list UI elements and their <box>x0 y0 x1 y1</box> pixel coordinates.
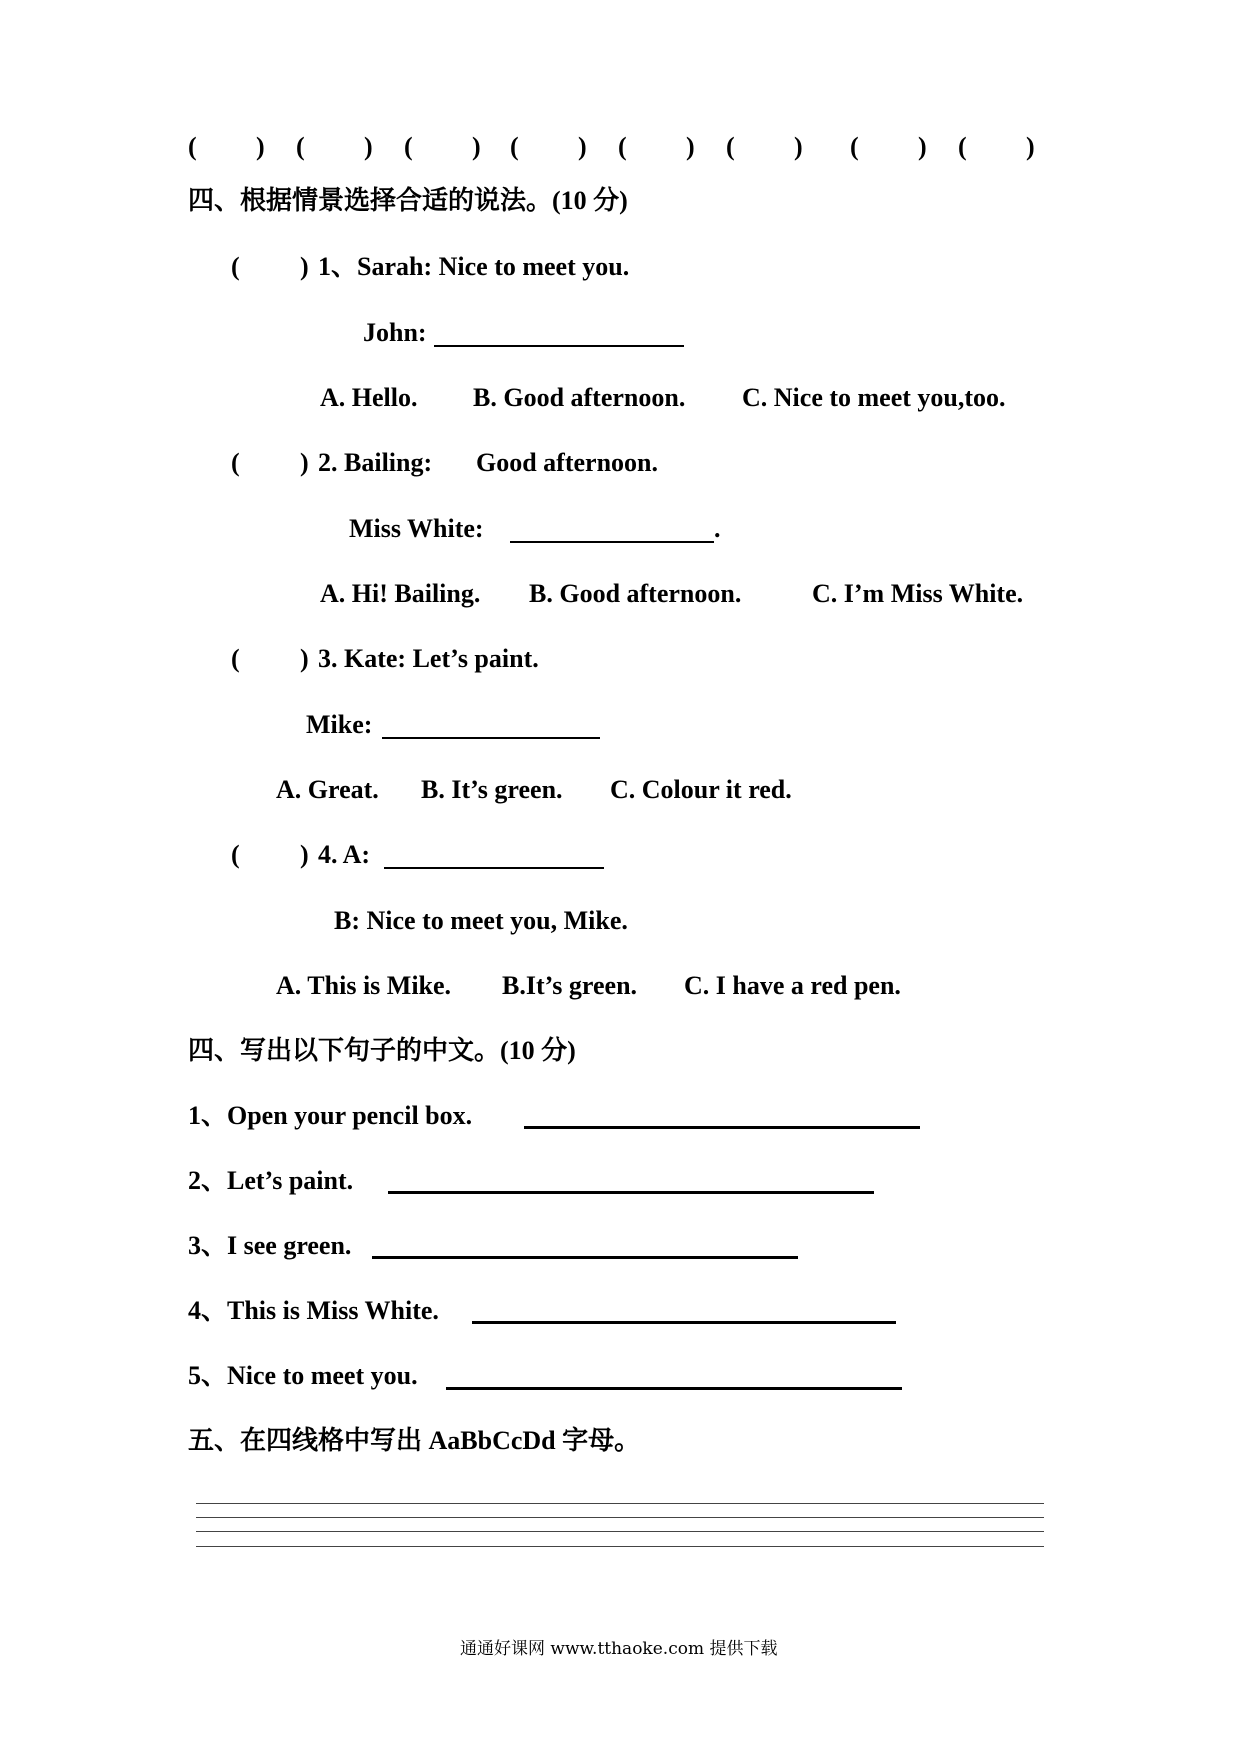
answer-bracket-open: ( <box>231 448 240 477</box>
option-b: B. Good afternoon. <box>529 579 742 608</box>
sentence-text: 5、Nice to meet you. <box>188 1361 418 1390</box>
bracket-open: ( <box>188 132 197 161</box>
bracket-open: ( <box>296 132 305 161</box>
section-title-situational: 四、根据情景选择合适的说法。(10 分) <box>188 186 628 215</box>
sentence-text: 1、Open your pencil box. <box>188 1101 473 1130</box>
answer-blank-line[interactable] <box>472 1321 896 1324</box>
option-c: C. I have a red pen. <box>684 971 901 1000</box>
footer-text: 通通好课网 www.tthaoke.com 提供下载 <box>460 1639 778 1659</box>
option-a: A. This is Mike. <box>276 971 452 1000</box>
reply-end: . <box>714 514 721 543</box>
reply-prompt: Mike: <box>306 710 373 739</box>
answer-blank-line[interactable] <box>382 737 600 739</box>
option-c: C. Nice to meet you,too. <box>742 383 1006 412</box>
bracket-close: ) <box>472 132 481 161</box>
answer-bracket-close: ) <box>300 252 309 281</box>
answer-bracket-open: ( <box>231 644 240 673</box>
bracket-open: ( <box>404 132 413 161</box>
sentence-text: 4、This is Miss White. <box>188 1296 439 1325</box>
answer-bracket-open: ( <box>231 840 240 869</box>
question-text: 4. A: <box>318 840 370 869</box>
bracket-close: ) <box>1026 132 1035 161</box>
option-c: C. Colour it red. <box>610 775 792 804</box>
bracket-close: ) <box>918 132 927 161</box>
answer-blank-line[interactable] <box>510 541 714 543</box>
answer-bracket-open: ( <box>231 252 240 281</box>
bracket-open: ( <box>958 132 967 161</box>
sentence-text: 2、Let’s paint. <box>188 1166 354 1195</box>
answer-blank-line[interactable] <box>388 1191 874 1194</box>
answer-blank-line[interactable] <box>524 1126 920 1129</box>
sentence-text: 3、I see green. <box>188 1231 352 1260</box>
reply-prompt: John: <box>363 318 427 347</box>
bracket-open: ( <box>726 132 735 161</box>
answer-blank-line[interactable] <box>434 345 684 347</box>
bracket-open: ( <box>510 132 519 161</box>
question-text: 1、Sarah: Nice to meet you. <box>318 252 630 281</box>
answer-bracket-close: ) <box>300 840 309 869</box>
answer-bracket-close: ) <box>300 448 309 477</box>
option-b: B. It’s green. <box>421 775 563 804</box>
option-b: B. Good afternoon. <box>473 383 686 412</box>
question-text: 2. Bailing: <box>318 448 433 477</box>
grid-line <box>196 1503 1044 1504</box>
reply-prompt: B: Nice to meet you, Mike. <box>334 906 628 935</box>
question-text: 3. Kate: Let’s paint. <box>318 644 539 673</box>
grid-line <box>196 1517 1044 1518</box>
bracket-open: ( <box>850 132 859 161</box>
option-a: A. Hello. <box>320 383 418 412</box>
option-c: C. I’m Miss White. <box>812 579 1024 608</box>
bracket-close: ) <box>686 132 695 161</box>
bracket-close: ) <box>578 132 587 161</box>
answer-bracket-close: ) <box>300 644 309 673</box>
reply-prompt: Miss White: <box>349 514 484 543</box>
question-tail: Good afternoon. <box>476 448 658 477</box>
section-title-translate: 四、写出以下句子的中文。(10 分) <box>188 1036 576 1065</box>
bracket-close: ) <box>794 132 803 161</box>
option-b: B.It’s green. <box>502 971 638 1000</box>
section-title-letters: 五、在四线格中写出 AaBbCcDd 字母。 <box>188 1426 641 1455</box>
bracket-open: ( <box>618 132 627 161</box>
option-a: A. Great. <box>276 775 379 804</box>
bracket-close: ) <box>256 132 265 161</box>
bracket-close: ) <box>364 132 373 161</box>
grid-line <box>196 1546 1044 1547</box>
grid-line <box>196 1531 1044 1532</box>
answer-blank-line[interactable] <box>446 1387 902 1390</box>
answer-blank-line[interactable] <box>372 1256 798 1259</box>
option-a: A. Hi! Bailing. <box>320 579 481 608</box>
answer-blank-line[interactable] <box>384 867 604 869</box>
